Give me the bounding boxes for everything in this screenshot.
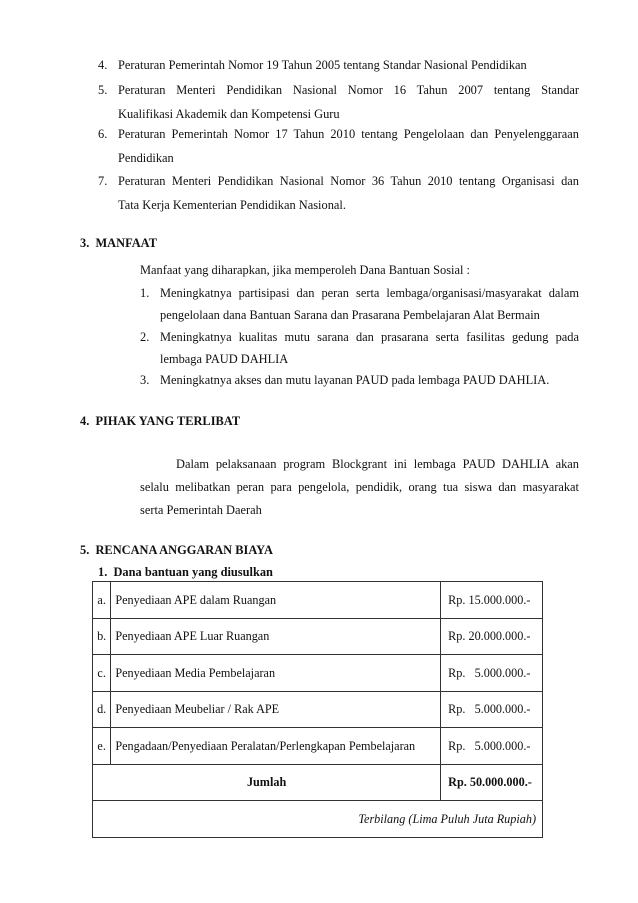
table-row [93,655,543,692]
subsection-heading: 1. Dana bantuan yang diusulkan [98,565,273,579]
list-item-text: Meningkatnya akses dan mutu layanan PAUD pada lembaga PAUD DAHLIA. [160,373,550,387]
total-amount: Rp. 50.000.000.- [441,764,543,801]
row-amount: Rp. 20.000.000.- [441,618,543,655]
row-item: Penyediaan Meubeliar / Rak APE [111,691,441,728]
row-amount: Rp. 5.000.000.- [441,728,543,765]
table-row [93,582,543,619]
row-amount: Rp. 15.000.000.- [441,582,543,619]
row-item: Penyediaan APE Luar Ruangan [111,618,441,655]
row-amount: Rp. 5.000.000.- [441,691,543,728]
list-item-text: lembaga PAUD DAHLIA [160,352,289,366]
list-item-text: Peraturan Menteri Pendidikan Nasional Nomor 36 Tahun 2010 tentang Organisasi dan [118,174,579,188]
table-row [93,691,543,728]
list-item-text: Pendidikan [118,151,174,165]
list-item-text: Peraturan Pemerintah Nomor 19 Tahun 2005 tentang Standar Nasional Pendidikan [118,58,527,72]
list-item-text: Tata Kerja Kementerian Pendidikan Nasional. [118,198,346,212]
list-number: 5. [98,83,108,97]
list-number: 6. [98,127,108,141]
paragraph-line: serta Pemerintah Daerah [140,503,262,517]
list-number: 4. [98,58,108,72]
paragraph-line: Dalam pelaksanaan program Blockgrant ini lembaga PAUD DAHLIA akan [176,457,579,471]
list-number: 2. [140,330,150,344]
section-heading: 5. RENCANA ANGGARAN BIAYA [80,543,273,557]
list-item-text: Meningkatnya kualitas mutu sarana dan prasarana serta fasilitas gedung pada [160,330,579,344]
table-row [93,618,543,655]
row-item: Penyediaan Media Pembelajaran [111,655,441,692]
table-row [93,728,543,765]
list-item-text: Peraturan Pemerintah Nomor 17 Tahun 2010 tentang Pengelolaan dan Penyelenggaraan [118,127,579,141]
paragraph-line: selalu melibatkan peran para pengelola, pendidik, orang tua siswa dan masyarakat [140,480,579,494]
list-item-text: pengelolaan dana Bantuan Sarana dan Prasarana Pembelajaran Alat Bermain [160,308,540,322]
terbilang-text: Terbilang (Lima Puluh Juta Rupiah) [93,801,543,838]
row-letter: e. [93,728,111,765]
row-letter: a. [93,582,111,619]
list-item-text: Peraturan Menteri Pendidikan Nasional Nomor 16 Tahun 2007 tentang Standar [118,83,579,97]
row-item: Pengadaan/Penyediaan Peralatan/Perlengkapan Pembelajaran [111,728,441,765]
row-letter: c. [93,655,111,692]
row-amount: Rp. 5.000.000.- [441,655,543,692]
row-letter: d. [93,691,111,728]
list-number: 1. [140,286,150,300]
budget-table [92,581,543,838]
list-item-text: Meningkatnya partisipasi dan peran serta lembaga/organisasi/masyarakat dalam [160,286,579,300]
total-row [93,764,543,801]
list-item-text: Kualifikasi Akademik dan Kompetensi Guru [118,107,340,121]
list-number: 7. [98,174,108,188]
list-number: 3. [140,373,150,387]
row-item: Penyediaan APE dalam Ruangan [111,582,441,619]
section-heading: 4. PIHAK YANG TERLIBAT [80,414,241,428]
section-intro: Manfaat yang diharapkan, jika memperoleh Dana Bantuan Sosial : [140,263,470,277]
row-letter: b. [93,618,111,655]
total-label: Jumlah [93,764,441,801]
terbilang-row [93,801,543,838]
section-heading: 3. MANFAAT [80,236,157,250]
